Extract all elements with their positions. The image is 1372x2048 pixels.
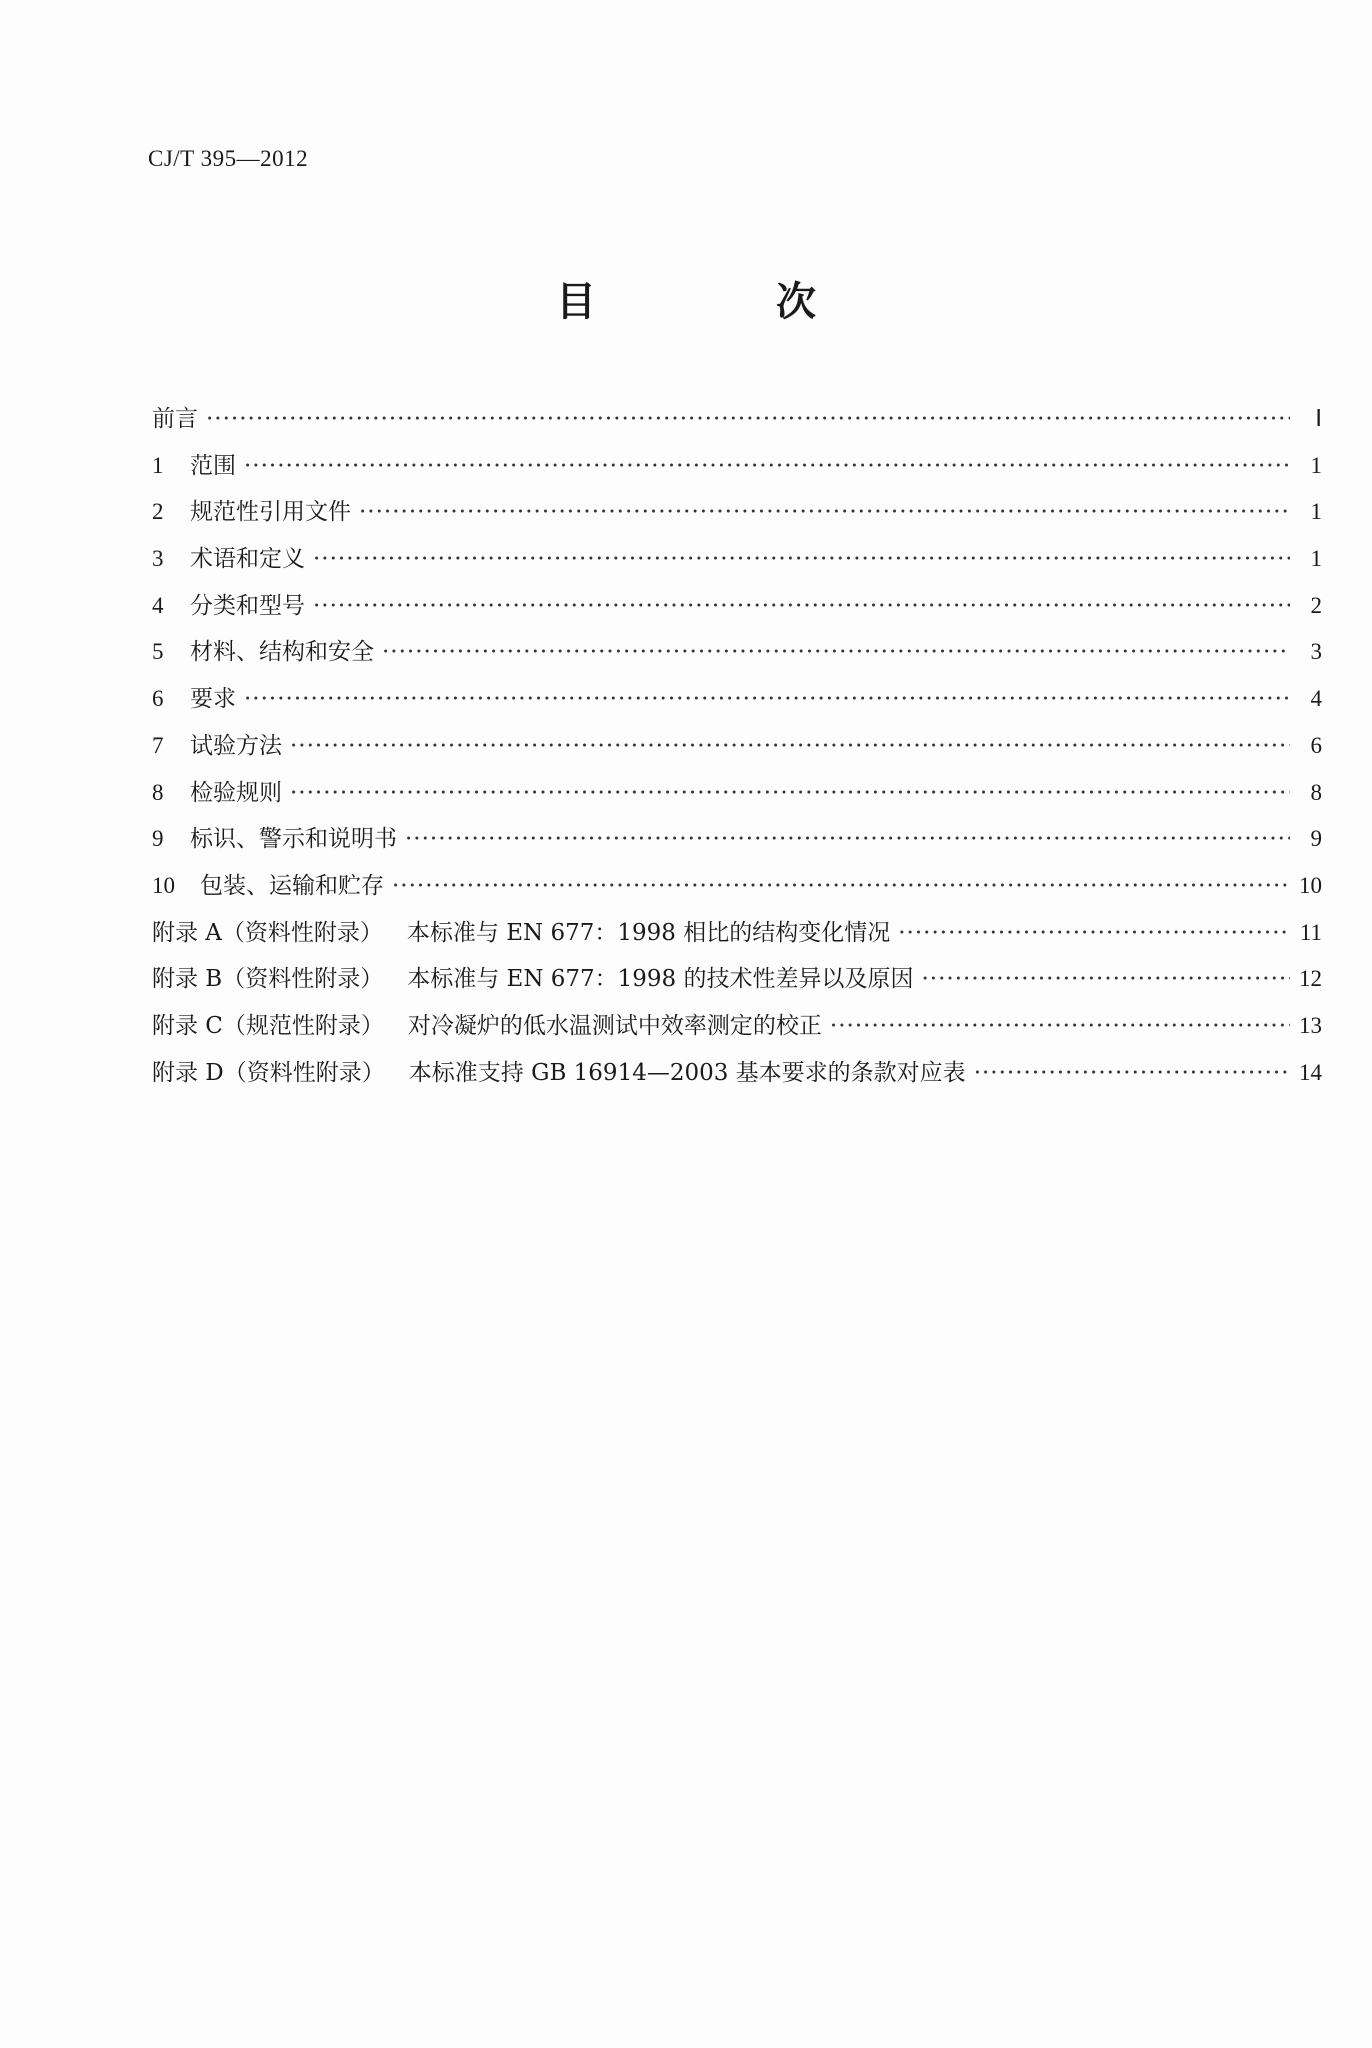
toc-entry-text: 前言 <box>152 406 198 432</box>
toc-entry-page: 1 <box>1310 499 1322 525</box>
appendix-label: 附录 C（规范性附录） <box>152 1012 384 1039</box>
toc-leader-dots <box>290 733 1290 759</box>
toc-entry-page: 14 <box>1299 1059 1322 1085</box>
appendix-label: 附录 B（资料性附录） <box>152 966 384 993</box>
toc-entry-text: 检验规则 <box>190 779 282 806</box>
toc-entry-number: 1 <box>152 452 164 478</box>
toc-entry-text: 要求 <box>190 686 236 713</box>
toc-leader-dots <box>392 873 1290 899</box>
appendix-label: 附录 A（资料性附录） <box>152 919 383 946</box>
toc-entry-2[interactable] <box>152 493 1322 540</box>
toc-entry-text: 术语和定义 <box>190 546 305 573</box>
toc-entry-page: 8 <box>1310 779 1322 805</box>
toc-entry-9[interactable] <box>152 820 1322 867</box>
appendix-text: 本标准与 EN 677：1998 的技术性差异以及原因 <box>407 966 914 993</box>
appendix-text: 本标准与 EN 677：1998 相比的结构变化情况 <box>406 919 891 946</box>
toc-entry-page: 4 <box>1310 686 1322 712</box>
toc-entry-page: 11 <box>1299 919 1322 945</box>
toc-entry-number: 7 <box>152 732 164 758</box>
toc-entry-number: 9 <box>152 826 164 852</box>
toc-appendix-d[interactable] <box>152 1054 1322 1101</box>
toc-title: 目 次 <box>556 279 886 325</box>
appendix-text: 对冷凝炉的低水温测试中效率测定的校正 <box>407 1012 822 1039</box>
toc-entry-5[interactable] <box>152 633 1322 680</box>
toc-entry-page: Ⅰ <box>1315 406 1322 431</box>
toc-entry-6[interactable] <box>152 680 1322 727</box>
appendix-text: 本标准支持 GB 16914—2003 基本要求的条款对应表 <box>408 1059 966 1086</box>
toc-entry-page: 9 <box>1310 826 1322 852</box>
toc-entry-number: 8 <box>152 779 164 805</box>
toc-entry-text: 材料、结构和安全 <box>190 639 374 666</box>
toc-entry-text: 包装、运输和贮存 <box>200 872 384 899</box>
toc-leader-dots <box>898 920 1290 946</box>
toc-entry-page: 3 <box>1310 639 1322 665</box>
toc-leader-dots <box>313 593 1290 619</box>
toc-entry-number: 4 <box>152 592 164 618</box>
toc-entry-1[interactable] <box>152 447 1322 494</box>
toc-entry-foreword[interactable] <box>152 400 1322 447</box>
toc-leader-dots <box>830 1013 1290 1039</box>
toc-leader-dots <box>382 639 1290 665</box>
toc-entry-number: 2 <box>152 499 164 525</box>
toc-entry-7[interactable] <box>152 727 1322 774</box>
toc-entry-page: 10 <box>1299 872 1322 898</box>
toc-appendix-c[interactable] <box>152 1007 1322 1054</box>
toc-appendix-b[interactable] <box>152 960 1322 1007</box>
appendix-label: 附录 D（资料性附录） <box>152 1059 385 1086</box>
toc-entry-number: 3 <box>152 546 164 572</box>
toc-leader-dots <box>313 546 1290 572</box>
toc-entry-10[interactable] <box>152 867 1322 914</box>
toc-entry-text: 试验方法 <box>190 732 282 759</box>
toc-leader-dots <box>922 966 1291 992</box>
toc-entry-number: 5 <box>152 639 164 665</box>
toc-list <box>152 400 1322 1100</box>
toc-entry-number: 10 <box>152 872 175 898</box>
toc-appendix-a[interactable] <box>152 914 1322 961</box>
toc-entry-number: 6 <box>152 686 164 712</box>
toc-leader-dots <box>206 406 1290 432</box>
toc-leader-dots <box>359 499 1290 525</box>
toc-entry-page: 1 <box>1310 452 1322 478</box>
toc-entry-page: 13 <box>1299 1012 1322 1038</box>
toc-entry-text: 标识、警示和说明书 <box>190 826 397 853</box>
toc-entry-page: 2 <box>1310 592 1322 618</box>
toc-entry-text: 范围 <box>190 452 236 479</box>
standard-code: CJ/T 395—2012 <box>148 146 309 171</box>
toc-entry-4[interactable] <box>152 587 1322 634</box>
toc-entry-page: 12 <box>1299 966 1322 992</box>
toc-leader-dots <box>405 826 1290 852</box>
toc-entry-8[interactable] <box>152 774 1322 821</box>
toc-entry-page: 6 <box>1310 732 1322 758</box>
toc-leader-dots <box>244 686 1290 712</box>
toc-leader-dots <box>244 453 1290 479</box>
toc-entry-text: 分类和型号 <box>190 592 305 619</box>
toc-entry-3[interactable] <box>152 540 1322 587</box>
toc-entry-page: 1 <box>1310 546 1322 572</box>
toc-leader-dots <box>290 780 1290 806</box>
toc-entry-text: 规范性引用文件 <box>190 499 351 526</box>
toc-leader-dots <box>974 1060 1290 1086</box>
